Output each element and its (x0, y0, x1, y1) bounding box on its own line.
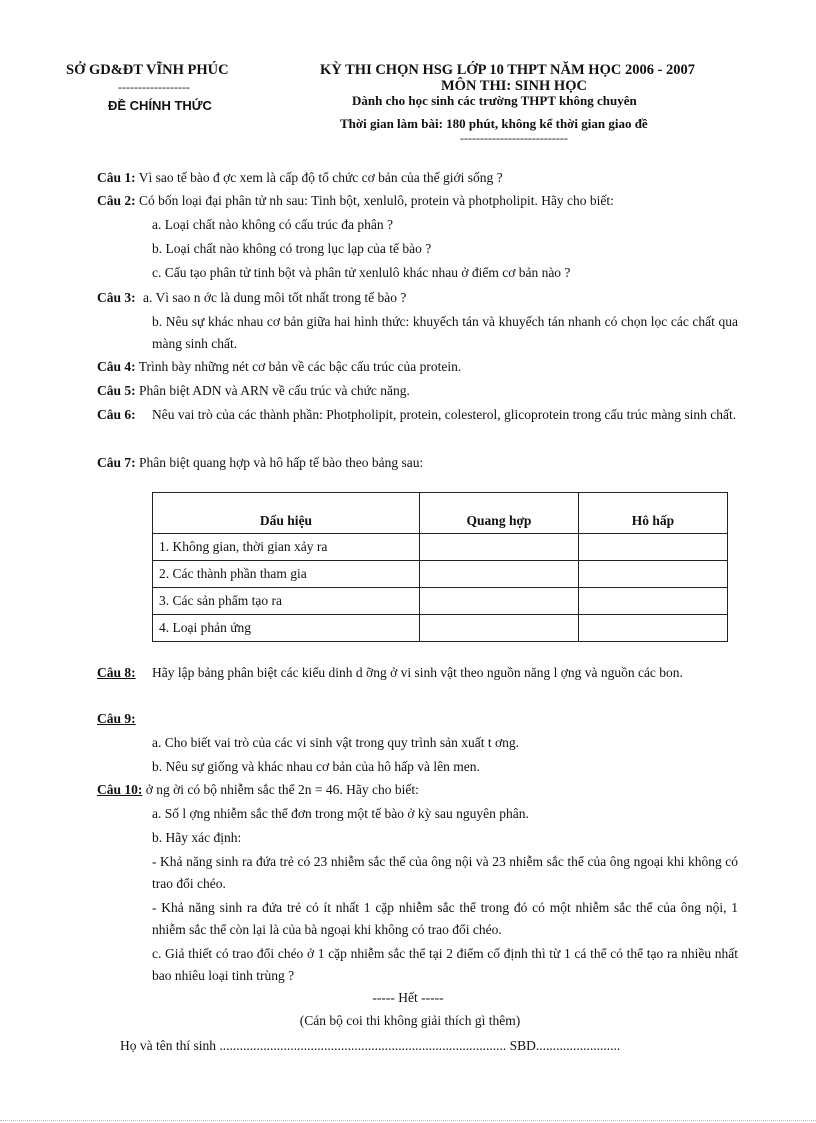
question-text: Phân biệt quang hợp và hô hấp tế bào theo bảng sau: (139, 455, 424, 470)
table-cell-empty (579, 588, 728, 615)
question-text: Vì sao tế bào đ ợc xem là cấp độ tổ chức cơ bản của thế giới sống ? (138, 170, 503, 185)
comparison-table (152, 492, 728, 642)
question-2 (97, 190, 614, 212)
table-cell-empty (420, 588, 579, 615)
question-label: Câu 5: (97, 383, 136, 398)
exam-time: Thời gian làm bài: 180 phút, không kể thời gian giao đề (340, 116, 648, 131)
question-label: Câu 7: (97, 455, 136, 470)
table-row (153, 588, 728, 615)
table-header: Hô hấp (579, 493, 728, 534)
question-10 (97, 779, 419, 801)
table-cell: 1. Không gian, thời gian xảy ra (153, 534, 420, 561)
question-6-text: Nêu vai trò của các thành phần: Photpholipit, protein, colesterol, glicoprotein trong cấu trúc màng sinh chất. (152, 407, 737, 422)
question-label: Câu 3: (97, 290, 136, 305)
question-10b2: - Khả năng sinh ra đứa trẻ có ít nhất 1 cặp nhiễm sắc thể trong đó có một nhiễm sắc thể của ông nội, 1 nhiễm sắc thể còn lại là của bà ngoại khi không có trao đổi chéo. (152, 900, 738, 937)
table-cell-empty (579, 534, 728, 561)
question-10b: b. Hãy xác định: (152, 830, 242, 845)
question-3a: a. Vì sao n ớc là dung môi tốt nhất trong tế bào ? (143, 290, 407, 305)
end-marker: ----- Hết ----- (372, 990, 444, 1005)
exam-subject: MÔN THI: SINH HỌC (441, 78, 587, 94)
table-header: Dấu hiệu (153, 493, 420, 534)
question-text: Có bốn loại đại phân tử nh sau: Tinh bột, xenlulô, protein và photpholipit. Hãy cho biết: (139, 193, 614, 208)
table-cell-empty (579, 561, 728, 588)
table-cell: 4. Loại phản ứng (153, 615, 420, 642)
question-text: ở ng ời có bộ nhiễm sắc thể 2n = 46. Hãy cho biết: (145, 782, 419, 797)
question-10c: c. Giả thiết có trao đổi chéo ở 1 cặp nhiễm sắc thể tại 2 điểm cố định thì từ 1 cá thể có thể tạo ra nhiều nhất bao nhiêu loại tinh trùng ? (152, 946, 738, 983)
question-9b: b. Nêu sự giống và khác nhau cơ bản của hô hấp và lên men. (152, 759, 480, 774)
question-label: Câu 10: (97, 782, 143, 797)
candidate-info-line: Họ và tên thí sinh ..................................................................................... SBD......................... (120, 1038, 621, 1053)
question-3 (97, 287, 406, 309)
table-row (153, 534, 728, 561)
department-name: SỞ GD&ĐT VĨNH PHÚC (66, 62, 229, 78)
table-cell-empty (420, 534, 579, 561)
exam-title: KỲ THI CHỌN HSG LỚP 10 THPT NĂM HỌC 2006 - 2007 (320, 62, 696, 78)
question-text: Phân biệt ADN và ARN về cấu trúc và chức năng. (139, 383, 410, 398)
table-header: Quang hợp (420, 493, 579, 534)
official-label: ĐỀ CHÍNH THỨC (108, 98, 212, 113)
question-9a: a. Cho biết vai trò của các vi sinh vật trong quy trình sản xuất t ơng. (152, 735, 520, 750)
question-1 (97, 167, 503, 189)
question-2b: b. Loại chất nào không có trong lục lạp của tế bào ? (152, 241, 432, 256)
question-7 (97, 452, 423, 474)
page-bottom-divider (0, 1120, 816, 1121)
question-label: Câu 1: (97, 170, 136, 185)
question-3b: b. Nêu sự khác nhau cơ bản giữa hai hình thức: khuyếch tán và khuyếch tán nhanh có chọn lọc các chất qua màng sinh chất. (152, 314, 738, 351)
question-label: Câu 9: (97, 711, 136, 726)
table-cell-empty (579, 615, 728, 642)
question-label: Câu 6: (97, 407, 136, 422)
question-2a: a. Loại chất nào không có cấu trúc đa phân ? (152, 217, 394, 232)
exam-audience: Dành cho học sinh các trường THPT không chuyên (352, 93, 637, 108)
table-row (153, 561, 728, 588)
table-cell: 3. Các sản phẩm tạo ra (153, 588, 420, 615)
question-2c: c. Cấu tạo phân tử tinh bột và phân tử xenlulô khác nhau ở điểm cơ bản nào ? (152, 265, 571, 280)
question-10b1: - Khả năng sinh ra đứa trẻ có 23 nhiễm sắc thể của ông nội và 23 nhiễm sắc thể của ông ngoại khi không có trao đổi chéo. (152, 854, 738, 891)
question-8-text: Hãy lập bảng phân biệt các kiểu dinh d ỡng ở vi sinh vật theo nguồn năng l ợng và nguồn các bon. (152, 665, 683, 680)
question-label: Câu 4: (97, 359, 136, 374)
question-text: Trình bày những nét cơ bản về các bậc cấu trúc của protein. (138, 359, 462, 374)
proctor-note: (Cán bộ coi thi không giải thích gì thêm) (299, 1013, 521, 1028)
title-divider: --------------------------- (460, 131, 568, 145)
question-5 (97, 380, 410, 402)
table-cell-empty (420, 561, 579, 588)
table-cell-empty (420, 615, 579, 642)
department-divider: ------------------ (118, 80, 190, 94)
table-cell: 2. Các thành phần tham gia (153, 561, 420, 588)
question-label: Câu 2: (97, 193, 136, 208)
table-row (153, 615, 728, 642)
question-label: Câu 8: (97, 665, 136, 680)
question-10a: a. Số l ợng nhiễm sắc thể đơn trong một tế bào ở kỳ sau nguyên phân. (152, 806, 529, 821)
table-header-row (153, 493, 728, 534)
question-4 (97, 356, 461, 378)
